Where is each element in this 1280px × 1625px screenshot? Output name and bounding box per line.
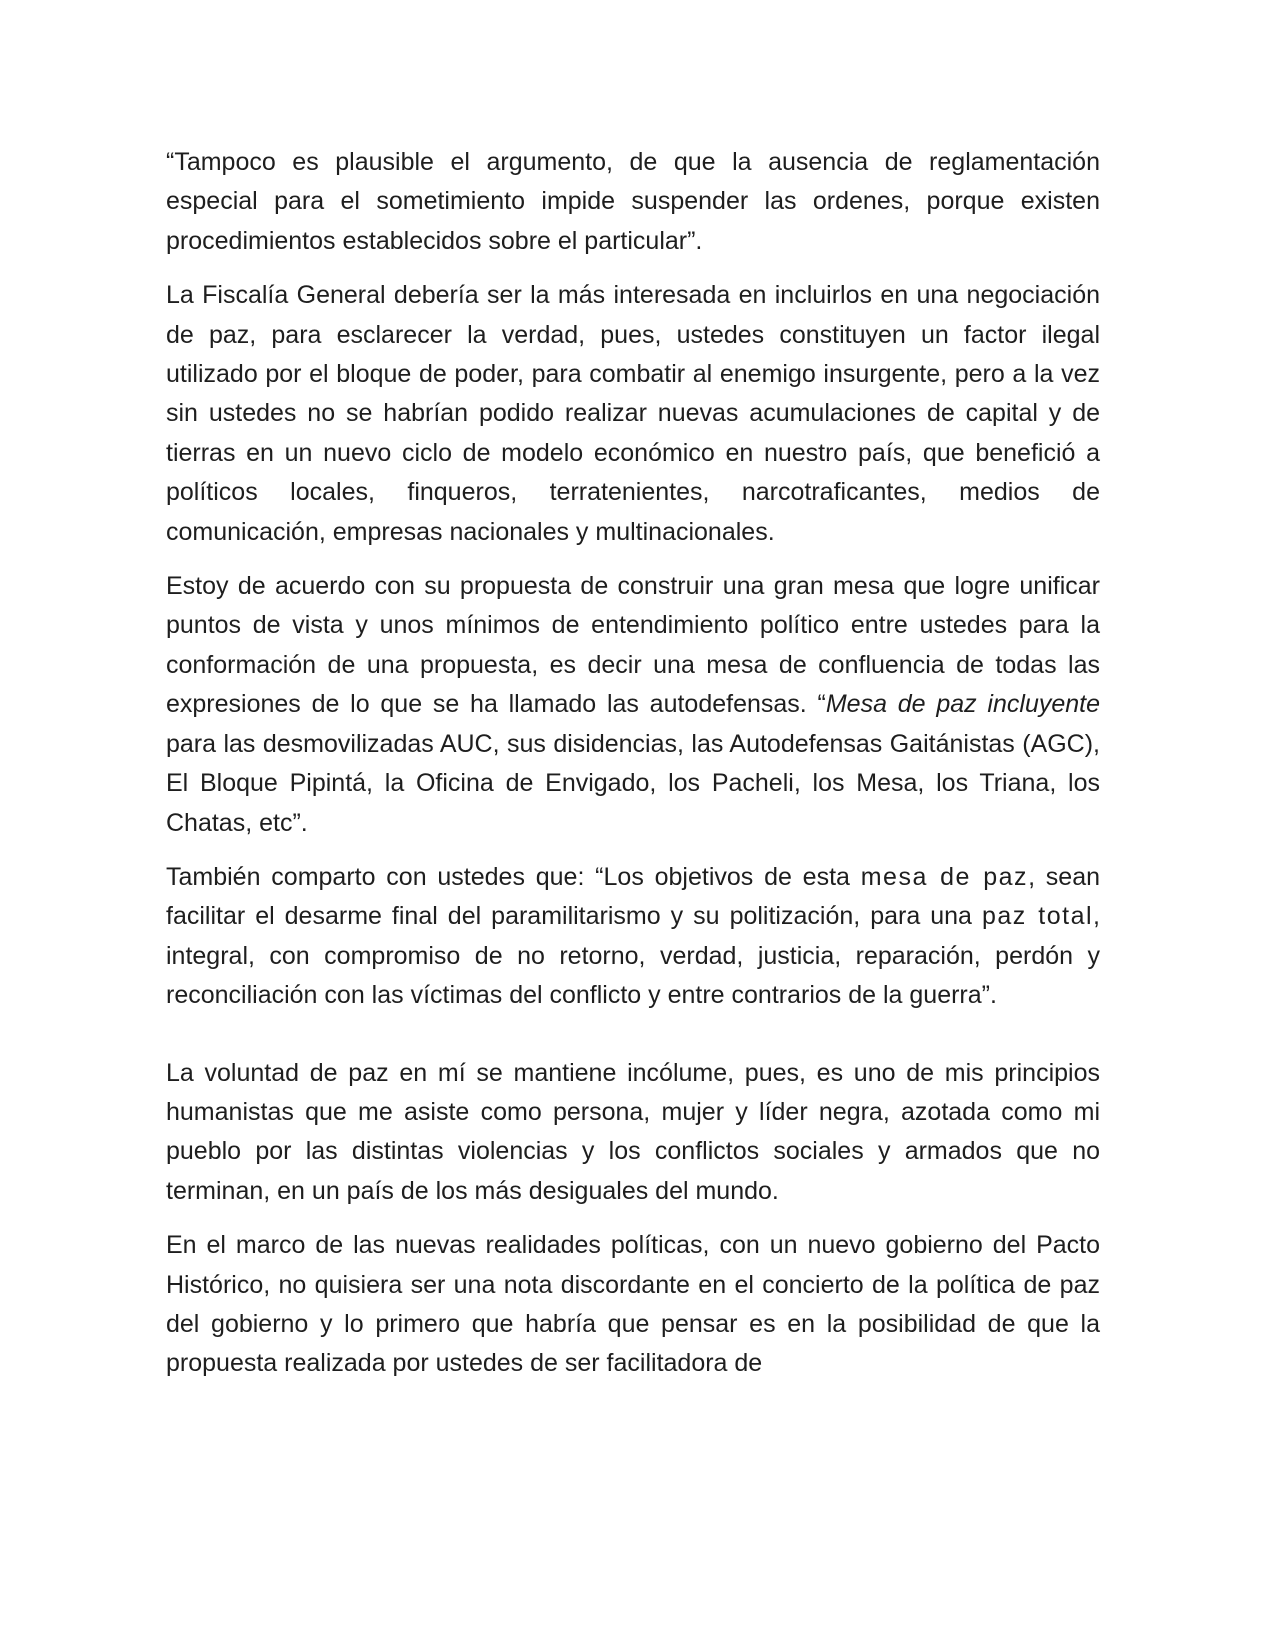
paragraph-4-text-b: , sean facilitar el desarme final del paramilitarismo y su politización, para una bbox=[166, 862, 1101, 931]
paragraph-4-text-a: También comparto con ustedes que: “Los objetivos de esta bbox=[166, 862, 861, 891]
paragraph-3-text-b: para las desmovilizadas AUC, sus disidencias, las Autodefensas Gaitánistas (AGC), El Bloque Pipintá, la Oficina de Envigado, los Pacheli, los Mesa, los Triana, los Chatas, etc”. bbox=[166, 729, 1100, 837]
paragraph-3-italic-phrase: Mesa de paz incluyente bbox=[825, 690, 1100, 719]
paragraph-5: La voluntad de paz en mí se mantiene incólume, pues, es uno de mis principios humanistas que me asiste como persona, mujer y líder negra, azotada como mi pueblo por las distintas violencias y los conflictos sociales y armados que no terminan, en un país de los más desiguales del mundo. bbox=[166, 1058, 1100, 1205]
paragraph-1: “Tampoco es plausible el argumento, de que la ausencia de reglamentación especial para el sometimiento impide suspender las ordenes, porque existen procedimientos establecidos sobre el particular”. bbox=[166, 148, 1100, 255]
paragraph-4-text-c: , integral, con compromiso de no retorno, verdad, justicia, reparación, perdón y reconciliación con las víctimas del conflicto y entre contrarios de la guerra”. bbox=[166, 902, 1100, 1010]
paragraph-6: En el marco de las nuevas realidades políticas, con un nuevo gobierno del Pacto Histórico, no quisiera ser una nota discordante en el concierto de la política de paz del gobierno y lo primero que habría que pensar es en la posibilidad de que la propuesta realizada por ustedes de ser facilitadora de bbox=[166, 1231, 1100, 1378]
paragraph-4 bbox=[166, 858, 1100, 1016]
paragraph-3 bbox=[166, 567, 1100, 843]
paragraph-4-spaced-phrase-2: paz total bbox=[981, 902, 1094, 931]
paragraph-3-text-a: Estoy de acuerdo con su propuesta de construir una gran mesa que logre unificar puntos de vista y unos mínimos de entendimiento político entre ustedes para la conformación de una propuesta, es decir una mesa de confluencia de todas las expresiones de lo que se ha llamado las autodefensas. “ bbox=[166, 572, 1100, 719]
document-body bbox=[166, 143, 1100, 1399]
paragraph-4-spaced-phrase-1: mesa de paz bbox=[860, 862, 1029, 891]
paragraph-2: La Fiscalía General debería ser la más interesada en incluirlos en una negociación de paz, para esclarecer la verdad, pues, ustedes constituyen un factor ilegal utilizado por el bloque de poder, para combatir al enemigo insurgente, pero a la vez sin ustedes no se habrían podido realizar nuevas acumulaciones de capital y de tierras en un nuevo ciclo de modelo económico en nuestro país, que benefició a políticos locales, finqueros, terratenientes, narcotraficantes, medios de comunicación, empresas nacionales y multinacionales. bbox=[166, 281, 1100, 546]
